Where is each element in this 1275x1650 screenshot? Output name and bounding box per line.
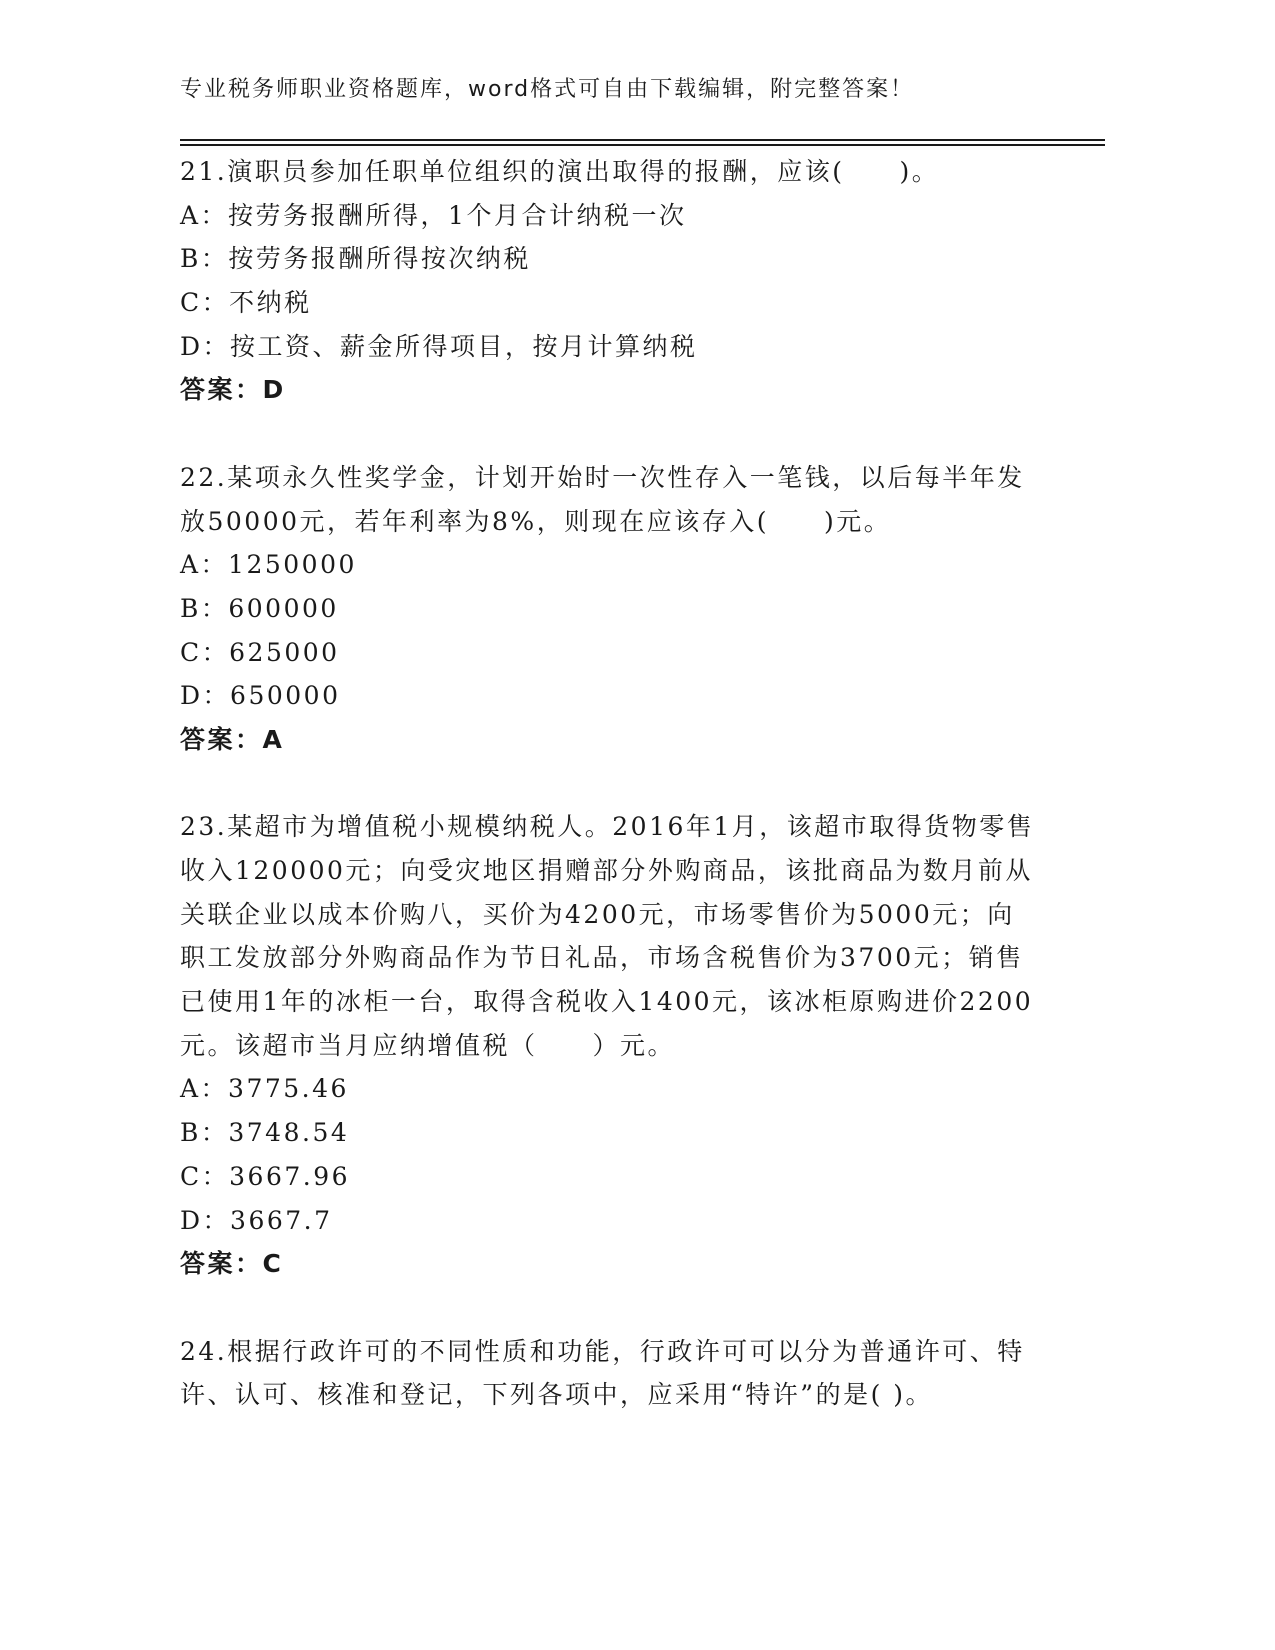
header-rule-top	[180, 139, 1105, 141]
question-23	[180, 805, 1050, 1286]
question-stem: 放50000元，若年利率为8%，则现在应该存入( )元。	[180, 506, 892, 536]
spacer	[180, 1286, 1050, 1330]
question-list	[180, 150, 1050, 1417]
option-c: C：不纳税	[180, 288, 312, 318]
question-24	[180, 1330, 1050, 1417]
option-a: A：3775.46	[180, 1074, 349, 1104]
page-header: 专业税务师职业资格题库，word格式可自由下载编辑，附完整答案！	[180, 77, 915, 102]
option-c: C：3667.96	[180, 1161, 351, 1191]
question-stem: 许、认可、核准和登记，下列各项中，应采用“特许”的是( )。	[180, 1380, 934, 1410]
answer: 答案：C	[180, 1249, 284, 1279]
option-a: A：1250000	[180, 550, 357, 580]
option-a: A：按劳务报酬所得，1个月合计纳税一次	[180, 200, 687, 230]
option-b: B：按劳务报酬所得按次纳税	[180, 244, 531, 274]
question-21	[180, 150, 1050, 412]
option-d: D：按工资、薪金所得项目，按月计算纳税	[180, 331, 698, 361]
question-stem: 24.根据行政许可的不同性质和功能，行政许可可以分为普通许可、特	[180, 1336, 1025, 1366]
question-stem: 元。该超市当月应纳增值税（ ）元。	[180, 1030, 676, 1060]
question-stem: 职工发放部分外购商品作为节日礼品，市场含税售价为3700元；销售	[180, 943, 1024, 973]
question-stem: 23.某超市为增值税小规模纳税人。2016年1月，该超市取得货物零售	[180, 812, 1035, 842]
option-b: B：600000	[180, 593, 339, 623]
spacer	[180, 412, 1050, 456]
spacer	[180, 762, 1050, 806]
question-stem: 已使用1年的冰柜一台，取得含税收入1400元，该冰柜原购进价2200	[180, 987, 1034, 1017]
option-b: B：3748.54	[180, 1118, 350, 1148]
question-stem: 21.演职员参加任职单位组织的演出取得的报酬，应该( )。	[180, 157, 940, 186]
question-stem: 22.某项永久性奖学金，计划开始时一次性存入一笔钱，以后每半年发	[180, 462, 1025, 492]
question-stem: 关联企业以成本价购八，买价为4200元，市场零售价为5000元；向	[180, 899, 1015, 929]
question-22	[180, 456, 1050, 762]
option-d: D：3667.7	[180, 1205, 333, 1235]
option-d: D：650000	[180, 681, 341, 711]
answer: 答案：A	[180, 724, 285, 754]
header-rule-bottom	[180, 144, 1105, 146]
answer: 答案：D	[180, 375, 286, 405]
option-c: C：625000	[180, 637, 340, 667]
question-stem: 收入120000元；向受灾地区捐赠部分外购商品，该批商品为数月前从	[180, 856, 1033, 885]
